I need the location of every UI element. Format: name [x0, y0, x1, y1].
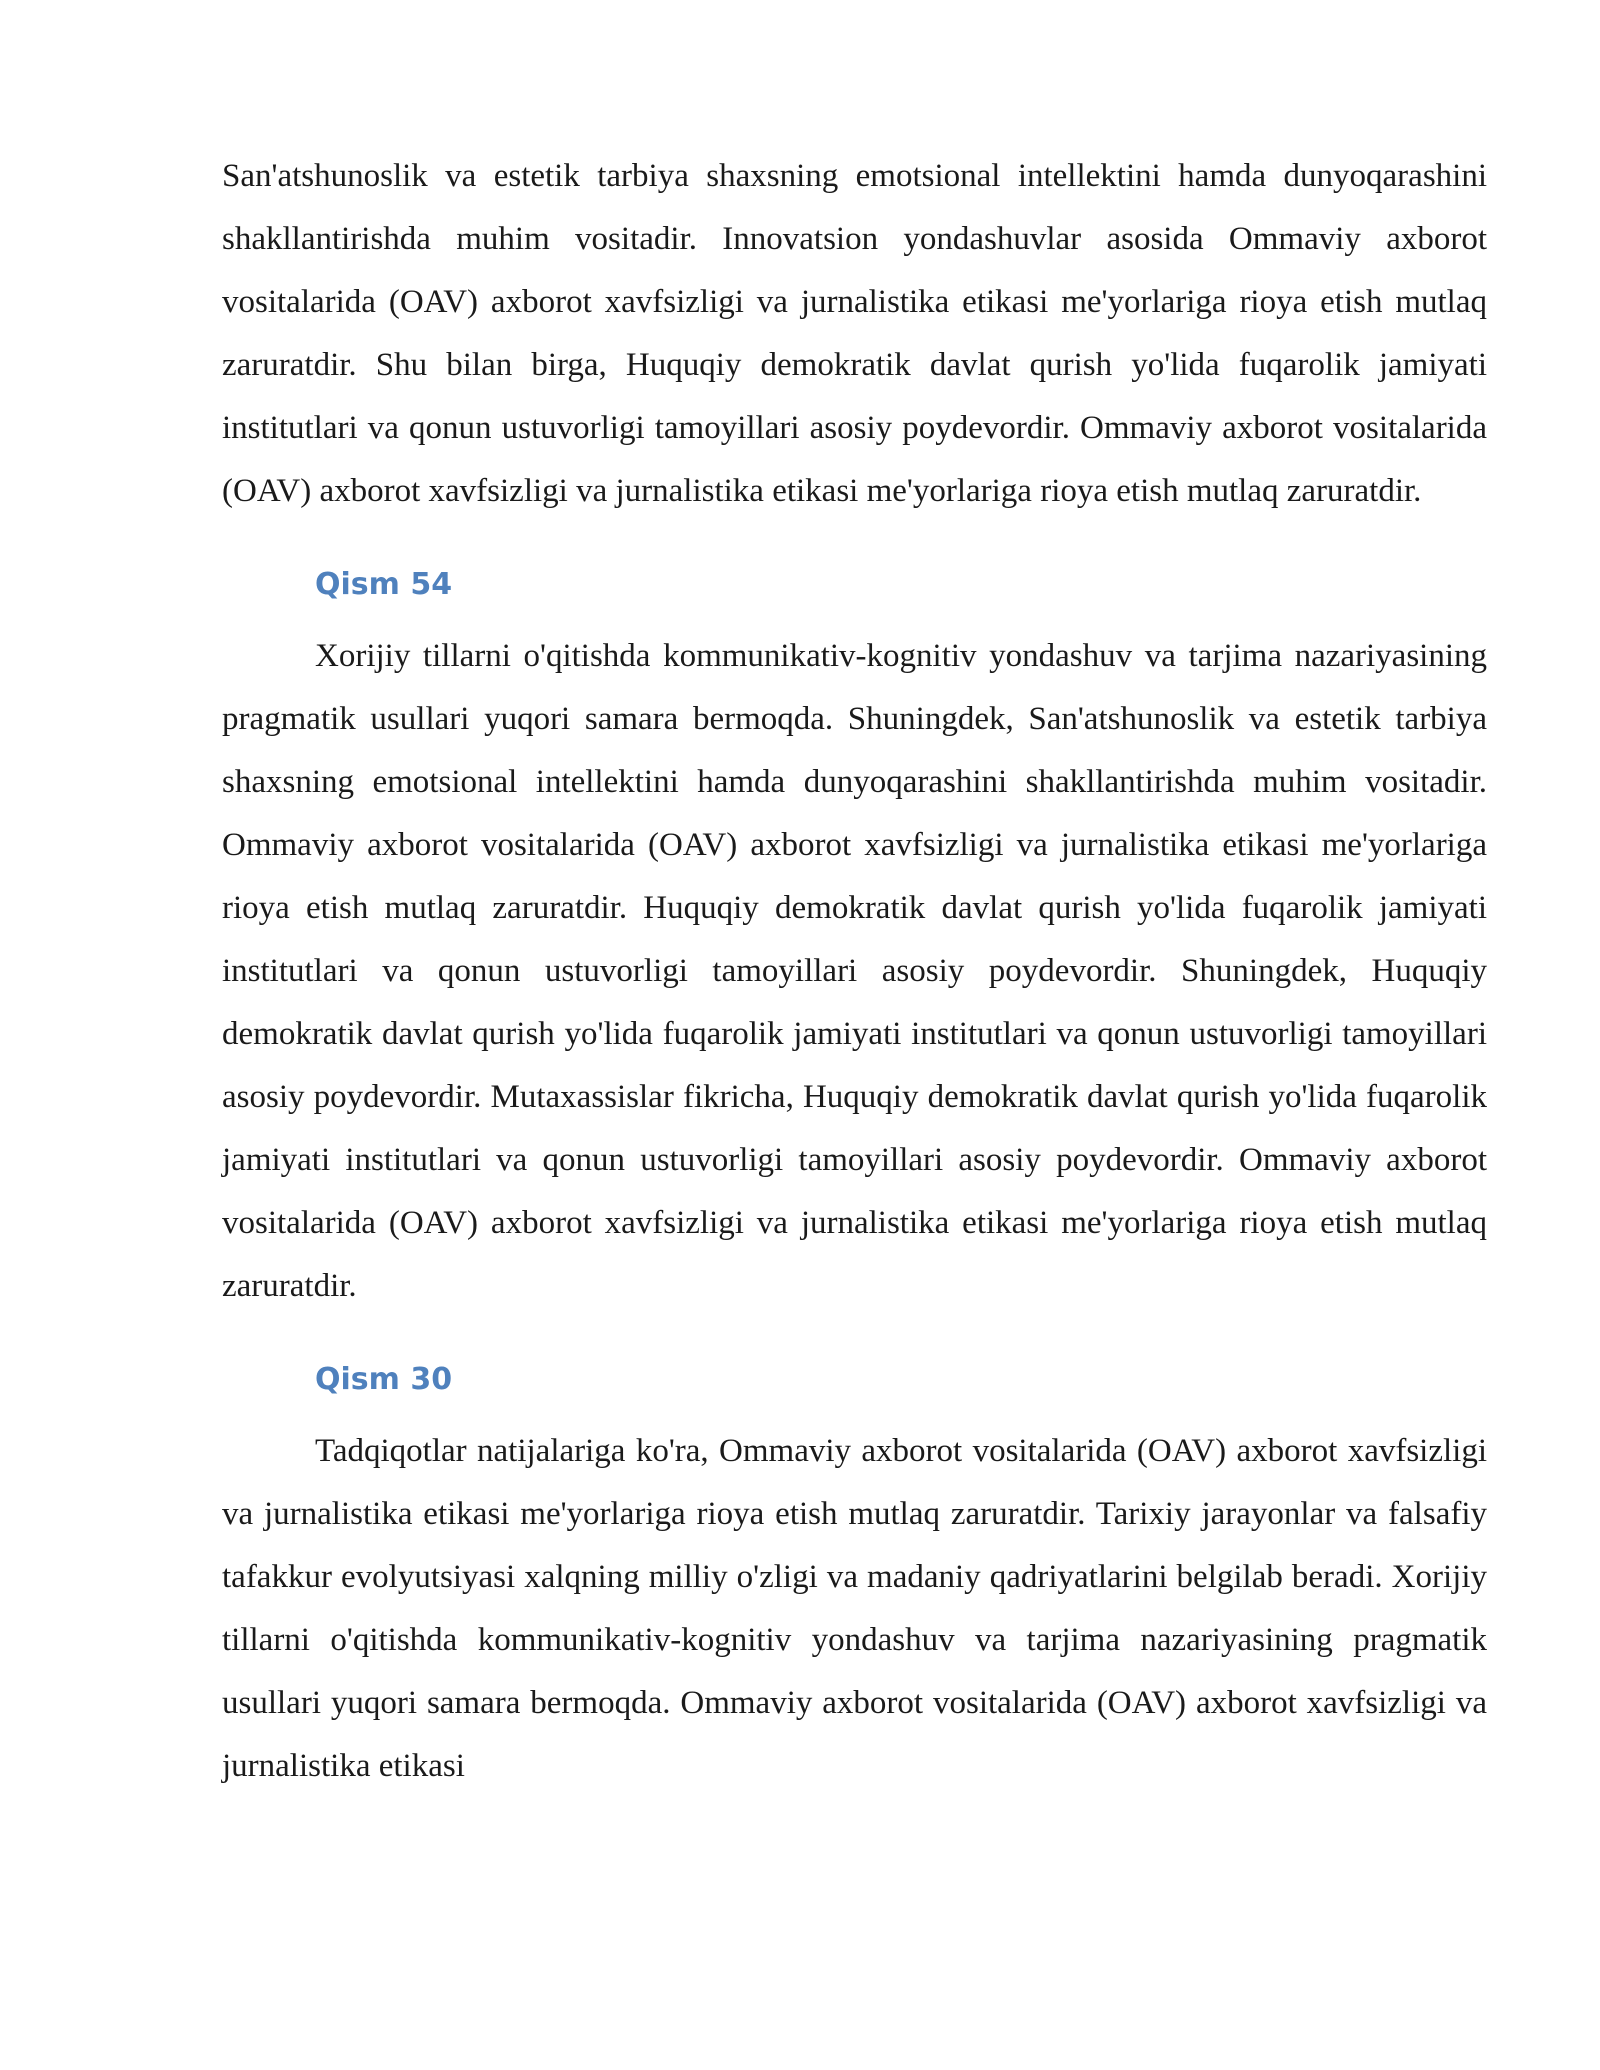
section-heading: Qism 30: [315, 1362, 453, 1397]
body-paragraph: Tadqiqotlar natijalariga ko'ra, Ommaviy axborot vositalarida (OAV) axborot xavfsizligi va jurnalistika etikasi me'yorlariga rioya etish mutlaq zaruratdir. Tarixiy jarayonlar va falsafiy tafakkur evolyutsiyasi xalqning milliy o'zligi va madaniy qadriyatlarini belgilab beradi. Xorijiy tillarni o'qitishda kommunikativ-kognitiv yondashuv va tarjima nazariyasining pragmatik usullari yuqori samara bermoqda. Ommaviy axborot vositalarida (OAV) axborot xavfsizligi va jurnalistika etikasi: [222, 1433, 1487, 1784]
section-heading: Qism 54: [315, 567, 453, 602]
document-page: [222, 145, 1487, 1798]
body-paragraph: San'atshunoslik va estetik tarbiya shaxsning emotsional intellektini hamda dunyoqarashini shakllantirishda muhim vositadir. Innovatsion yondashuvlar asosida Ommaviy axborot vositalarida (OAV) axborot xavfsizligi va jurnalistika etikasi me'yorlariga rioya etish mutlaq zaruratdir. Shu bilan birga, Huquqiy demokratik davlat qurish yo'lida fuqarolik jamiyati institutlari va qonun ustuvorligi tamoyillari asosiy poydevordir. Ommaviy axborot vositalarida (OAV) axborot xavfsizligi va jurnalistika etikasi me'yorlariga rioya etish mutlaq zaruratdir.: [222, 158, 1487, 509]
body-paragraph: Xorijiy tillarni o'qitishda kommunikativ-kognitiv yondashuv va tarjima nazariyasining pragmatik usullari yuqori samara bermoqda. Shuningdek, San'atshunoslik va estetik tarbiya shaxsning emotsional intellektini hamda dunyoqarashini shakllantirishda muhim vositadir. Ommaviy axborot vositalarida (OAV) axborot xavfsizligi va jurnalistika etikasi me'yorlariga rioya etish mutlaq zaruratdir. Huquqiy demokratik davlat qurish yo'lida fuqarolik jamiyati institutlari va qonun ustuvorligi tamoyillari asosiy poydevordir. Shuningdek, Huquqiy demokratik davlat qurish yo'lida fuqarolik jamiyati institutlari va qonun ustuvorligi tamoyillari asosiy poydevordir. Mutaxassislar fikricha, Huquqiy demokratik davlat qurish yo'lida fuqarolik jamiyati institutlari va qonun ustuvorligi tamoyillari asosiy poydevordir. Ommaviy axborot vositalarida (OAV) axborot xavfsizligi va jurnalistika etikasi me'yorlariga rioya etish mutlaq zaruratdir.: [222, 638, 1487, 1304]
